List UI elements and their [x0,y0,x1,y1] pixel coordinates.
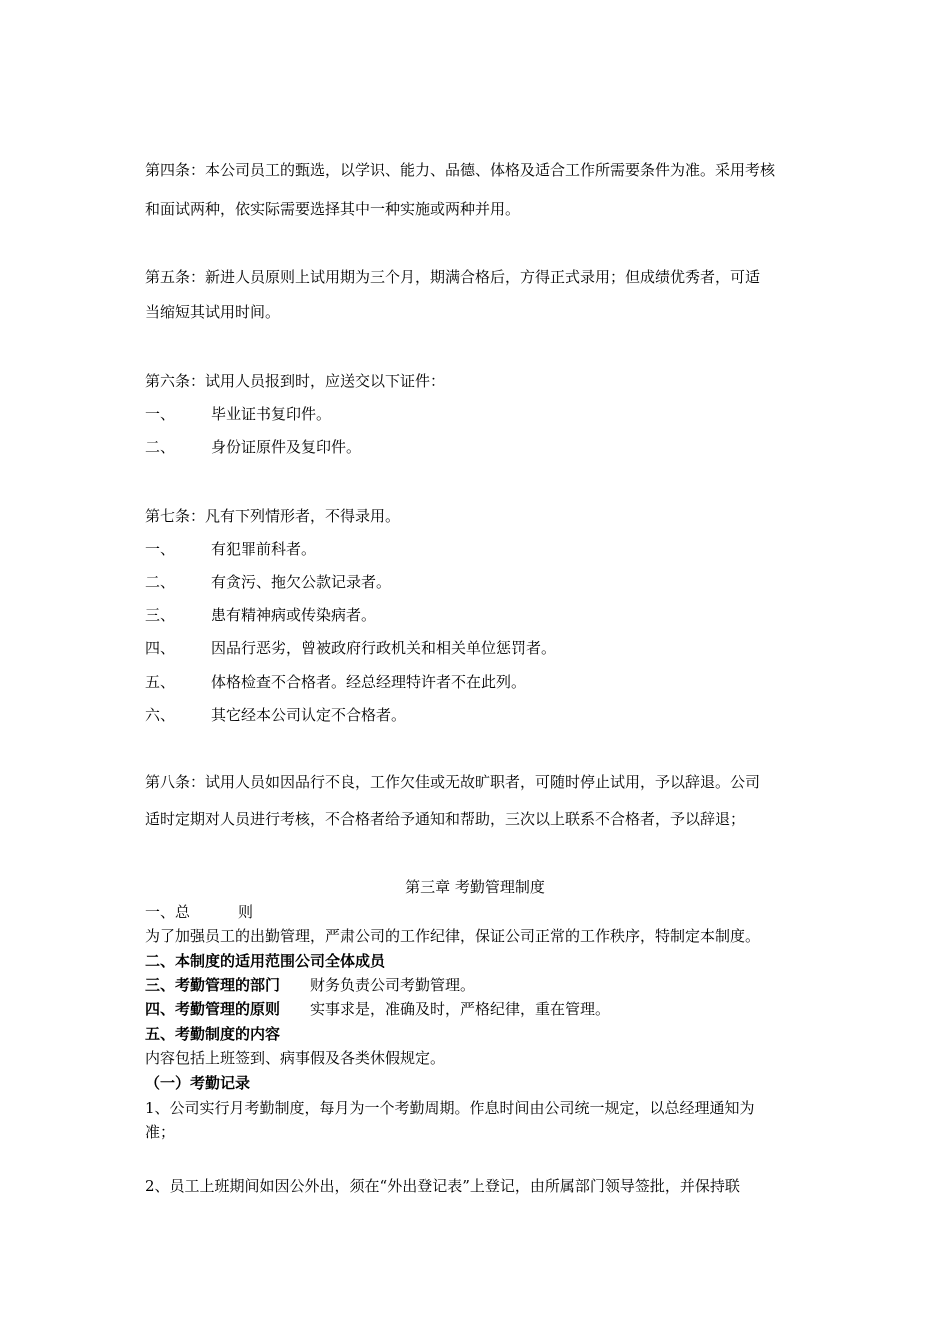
list-item [145,605,376,625]
article-7-title: 第七条：凡有下列情形者，不得录用。 [145,507,401,525]
list-text: 毕业证书复印件。 [211,405,332,423]
section-2-heading: 二、本制度的适用范围公司全体成员 [145,952,386,970]
section-3-text: 财务负责公司考勤管理。 [310,976,476,994]
list-number: 五、 [145,673,176,691]
list-number: 一、 [145,540,176,558]
list-item [145,572,391,592]
section-5-heading: 五、考勤制度的内容 [145,1025,281,1043]
section-3 [145,975,475,995]
list-number: 二、 [145,438,176,456]
list-item [145,638,556,658]
list-text: 其它经本公司认定不合格者。 [211,706,407,724]
list-item [145,705,406,725]
article-5-line-1: 第五条：新进人员原则上试用期为三个月，期满合格后，方得正式录用；但成绩优秀者，可适 [145,268,761,286]
section-1-heading [145,902,253,922]
article-4-line-1: 第四条：本公司员工的甄选，以学识、能力、品德、体格及适合工作所需要条件为准。采用考核 [145,161,776,179]
article-8-line-2: 适时定期对人员进行考核，不合格者给予通知和帮助，三次以上联系不合格者，予以辞退； [145,810,746,828]
list-item [145,437,361,457]
list-text: 体格检查不合格者。经总经理特许者不在此列。 [211,673,527,691]
list-number: 四、 [145,639,176,657]
list-number: 六、 [145,706,176,724]
subsection-heading: （一）考勤记录 [145,1074,251,1092]
article-5-line-2: 当缩短其试用时间。 [145,303,281,321]
section-1-heading-b: 则 [238,903,254,921]
list-text: 有犯罪前科者。 [211,540,317,558]
list-number: 一、 [145,405,176,423]
section-4 [145,999,610,1019]
list-number: 二、 [145,573,176,591]
list-text: 身份证原件及复印件。 [211,438,362,456]
section-5-text: 内容包括上班签到、病事假及各类休假规定。 [145,1049,446,1067]
paragraph-1-line-1: 1、公司实行月考勤制度，每月为一个考勤周期。作息时间由公司统一规定，以总经理通知为 [145,1099,755,1117]
paragraph-2-line-1: 2、员工上班期间如因公外出，须在“外出登记表”上登记，由所属部门领导签批，并保持联 [145,1177,740,1195]
article-6-title: 第六条：试用人员报到时，应送交以下证件： [145,372,446,390]
list-number: 三、 [145,606,176,624]
section-4-heading: 四、考勤管理的原则 [145,1000,281,1018]
list-text: 有贪污、拖欠公款记录者。 [211,573,392,591]
article-8-line-1: 第八条：试用人员如因品行不良，工作欠佳或无故旷职者，可随时停止试用，予以辞退。公司 [145,773,761,791]
list-item [145,672,526,692]
section-4-text: 实事求是，准确及时，严格纪律，重在管理。 [310,1000,611,1018]
list-text: 因品行恶劣，曾被政府行政机关和相关单位惩罚者。 [211,639,557,657]
section-1-text: 为了加强员工的出勤管理，严肃公司的工作纪律，保证公司正常的工作秩序，特制定本制度。 [145,927,761,945]
section-3-heading: 三、考勤管理的部门 [145,976,281,994]
chapter-title: 第三章 考勤管理制度 [405,878,545,896]
paragraph-1-line-2: 准； [145,1123,176,1141]
list-item [145,404,331,424]
section-1-heading-a: 一、总 [145,903,191,921]
article-4-line-2: 和面试两种，依实际需要选择其中一种实施或两种并用。 [145,200,521,218]
list-text: 患有精神病或传染病者。 [211,606,377,624]
list-item [145,539,316,559]
